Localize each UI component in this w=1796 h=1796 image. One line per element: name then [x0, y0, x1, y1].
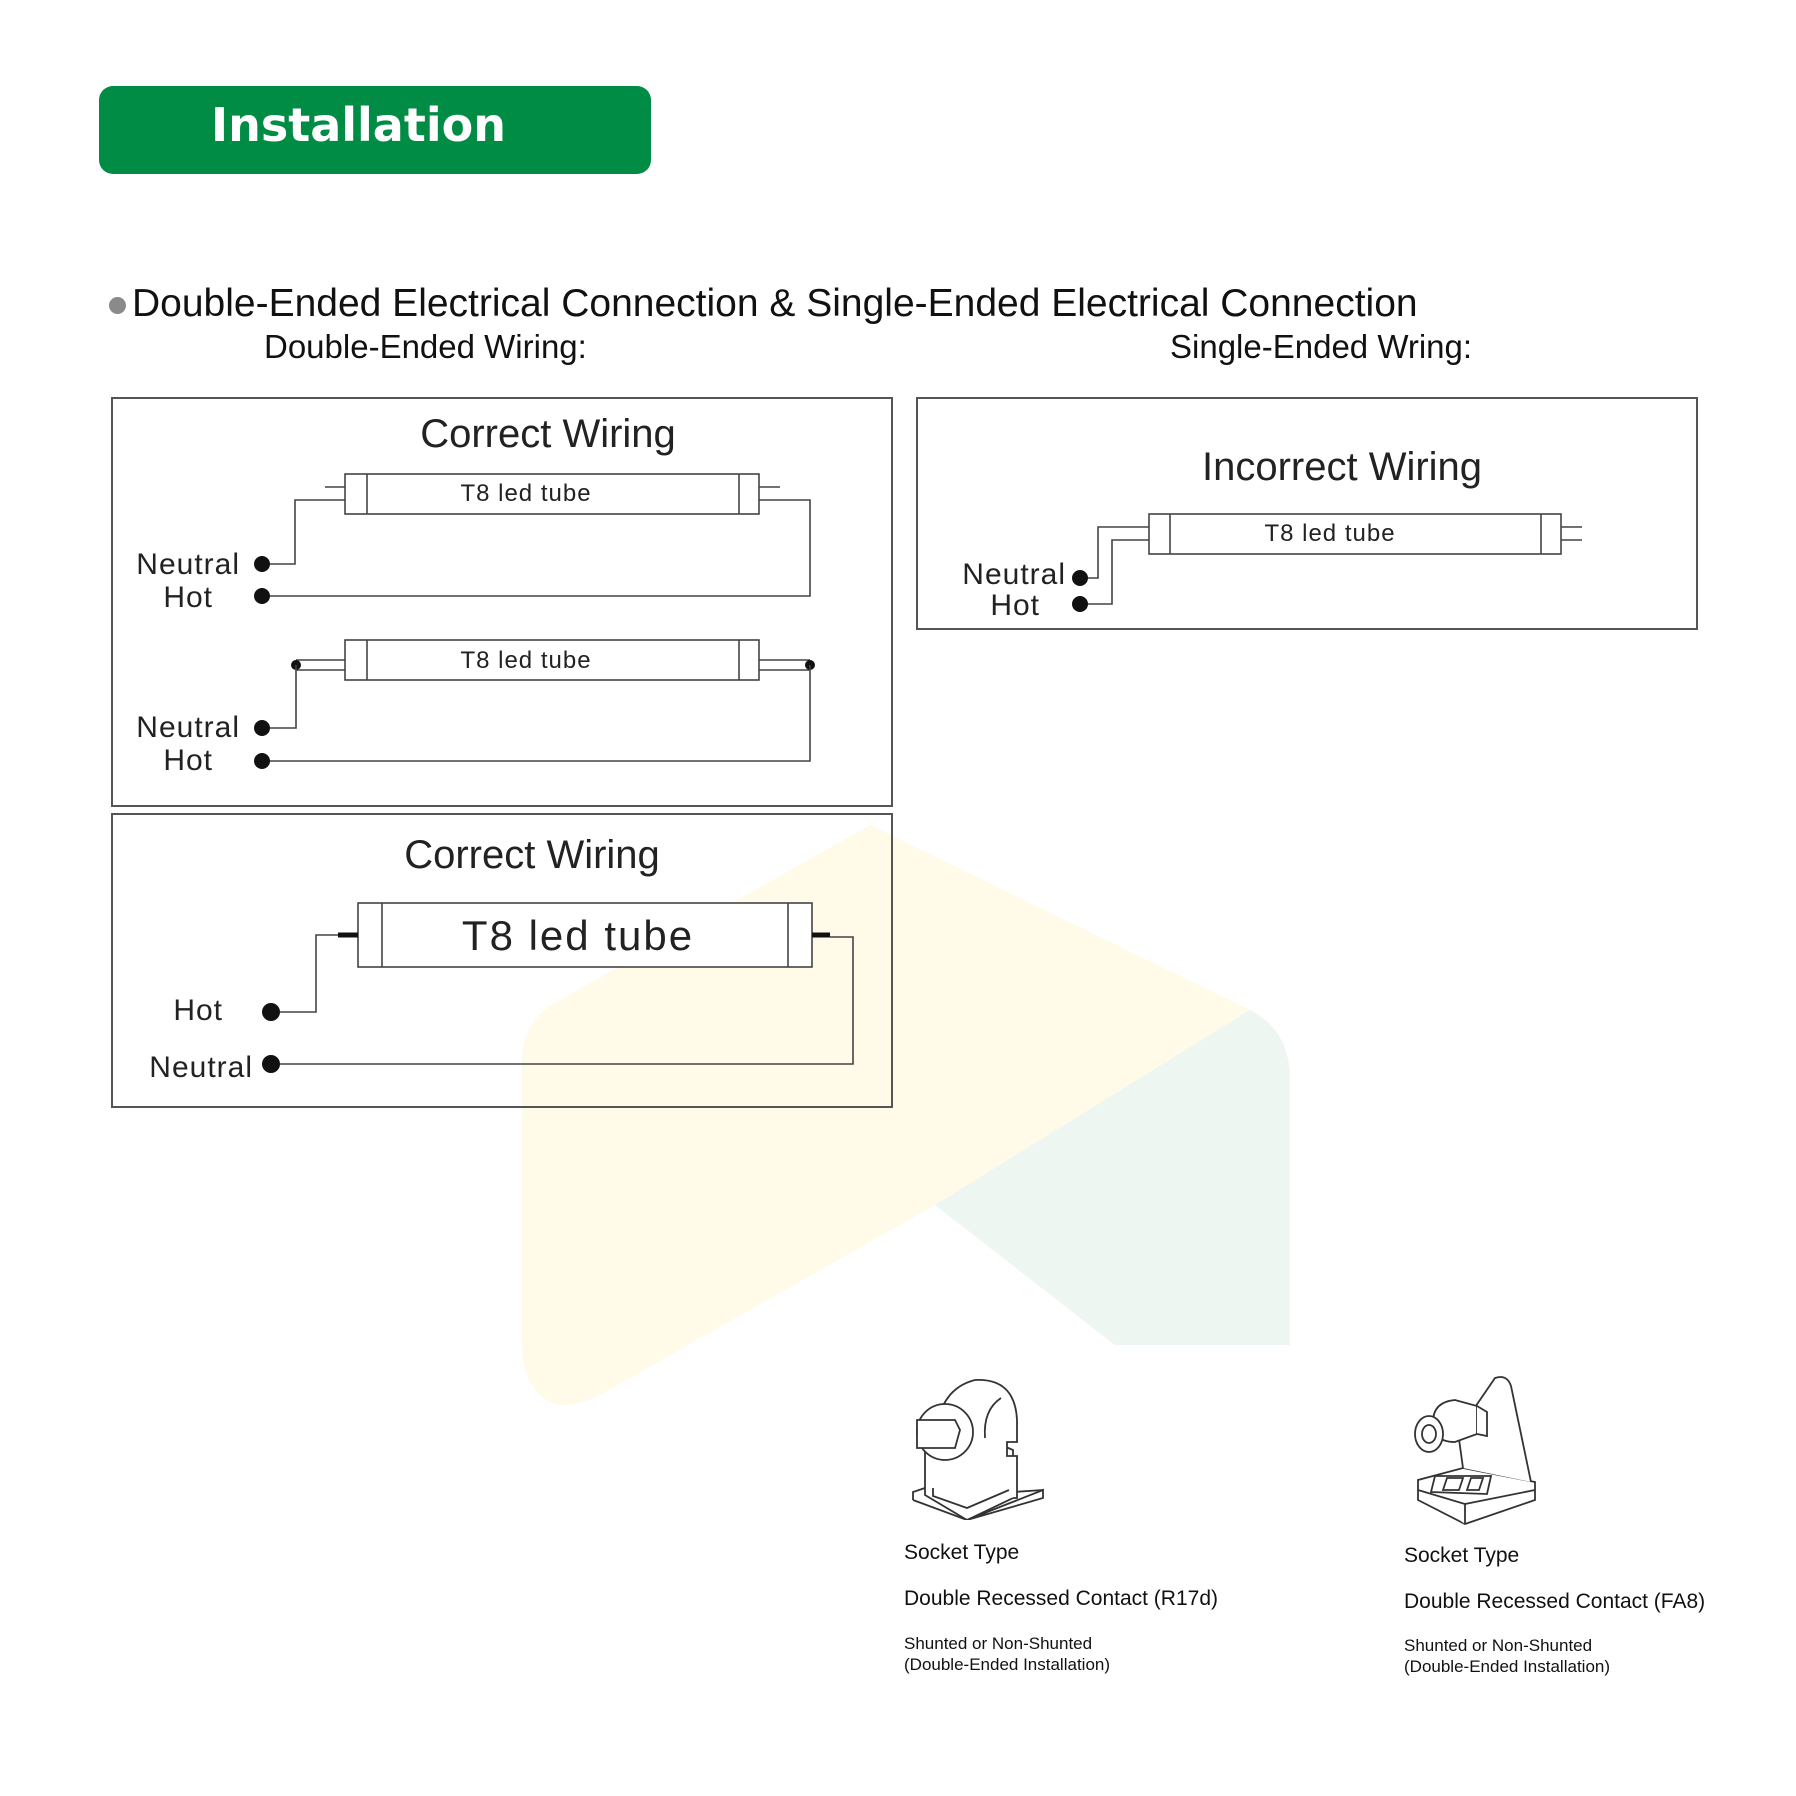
hot-label: Hot	[163, 581, 213, 614]
socket-note-line1: Shunted or Non-Shunted	[904, 1634, 1093, 1653]
double-ended-label: Double-Ended Wiring:	[264, 328, 587, 365]
tube-label: T8 led tube	[460, 480, 592, 507]
panel-double-ended-top	[112, 398, 892, 806]
neutral-terminal	[1072, 570, 1088, 586]
panel-single-ended	[917, 398, 1697, 629]
socket-description: Double Recessed Contact (FA8)	[1404, 1590, 1706, 1613]
panel-title: Correct Wiring	[420, 412, 676, 456]
wiring-diagram-1	[136, 474, 810, 614]
socket-note-line2: (Double-Ended Installation)	[904, 1655, 1111, 1674]
panel-double-ended-bottom	[112, 814, 892, 1107]
tube-label: T8 led tube	[460, 647, 592, 674]
hot-terminal	[254, 753, 270, 769]
neutral-label: Neutral	[149, 1051, 253, 1084]
neutral-label: Neutral	[962, 558, 1066, 591]
wiring-diagram-2	[136, 640, 815, 777]
page-title: Installation	[211, 98, 506, 152]
hot-label: Hot	[173, 994, 223, 1027]
tube-label: T8 led tube	[1264, 520, 1396, 547]
socket-type-label: Socket Type	[1404, 1544, 1520, 1567]
neutral-terminal	[254, 720, 270, 736]
panel-title: Correct Wiring	[404, 833, 660, 877]
socket-description: Double Recessed Contact (R17d)	[904, 1587, 1218, 1610]
neutral-label: Neutral	[136, 711, 240, 744]
tube-label: T8 led tube	[461, 912, 695, 959]
hot-label: Hot	[990, 589, 1040, 622]
neutral-terminal	[262, 1055, 280, 1073]
single-ended-label: Single-Ended Wring:	[1170, 328, 1473, 365]
section-heading: Double-Ended Electrical Connection & Single-Ended Electrical Connection	[132, 282, 1418, 325]
hot-terminal	[254, 588, 270, 604]
socket-type-label: Socket Type	[904, 1541, 1020, 1564]
neutral-terminal	[254, 556, 270, 572]
hot-terminal	[1072, 596, 1088, 612]
hot-label: Hot	[163, 744, 213, 777]
socket-fa8-icon	[1403, 1372, 1543, 1527]
panel-title: Incorrect Wiring	[1201, 445, 1483, 489]
socket-r17d-icon	[905, 1370, 1045, 1520]
socket-note-line2: (Double-Ended Installation)	[1404, 1657, 1611, 1676]
neutral-label: Neutral	[136, 548, 240, 581]
hot-terminal	[262, 1003, 280, 1021]
socket-note-line1: Shunted or Non-Shunted	[1404, 1636, 1593, 1655]
